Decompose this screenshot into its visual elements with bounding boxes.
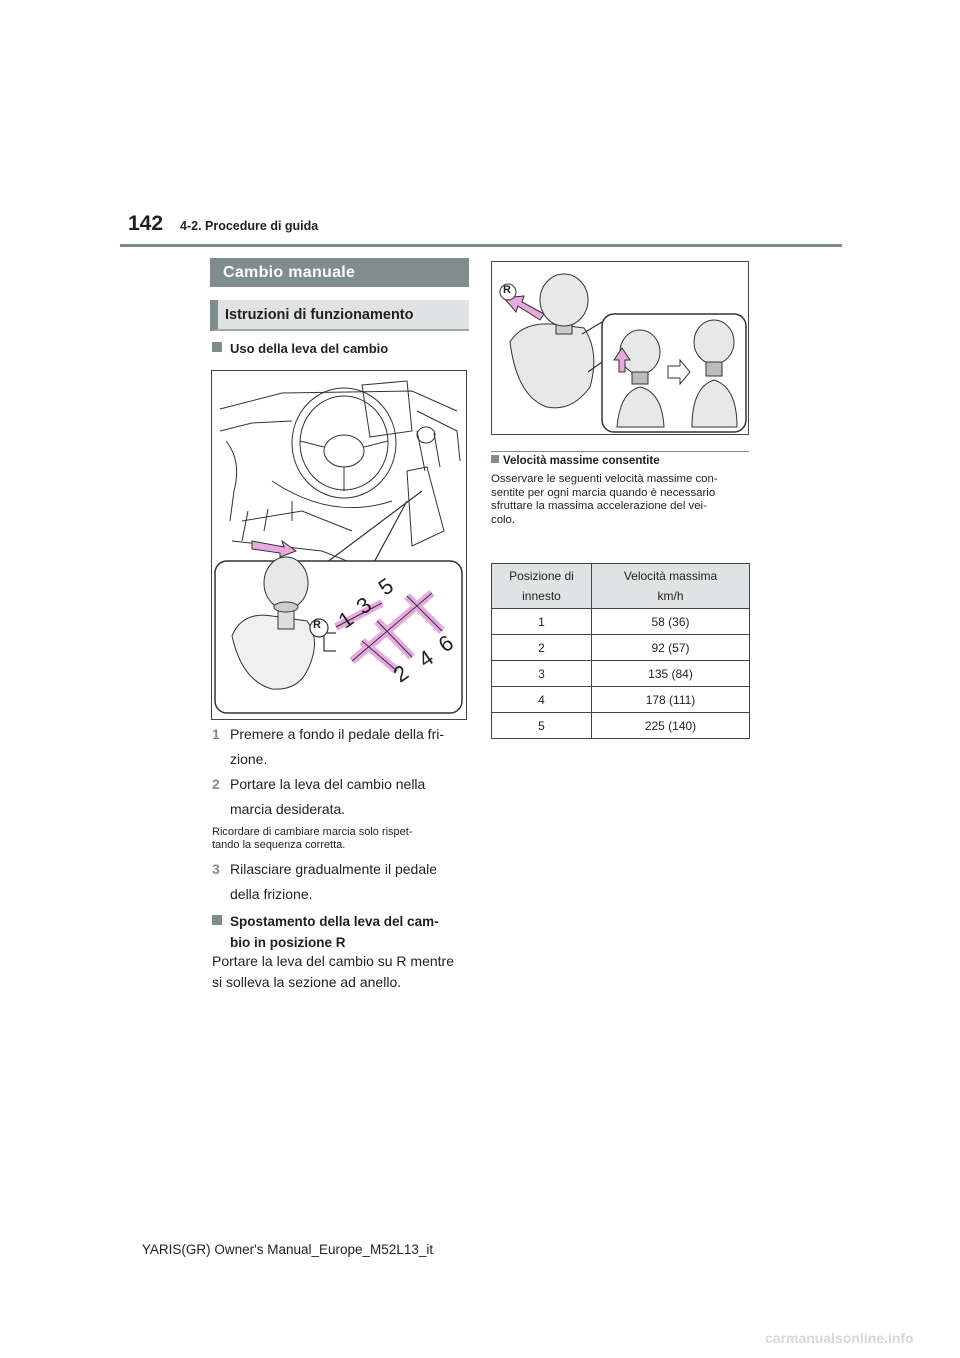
step-text: marcia desiderata. [230,801,346,817]
section-title: Cambio manuale [210,258,469,287]
paragraph-text: Osservare le seguenti velocità massime con- [491,473,718,485]
max-speed-table [491,563,750,739]
table-row [492,609,750,635]
subsection-title: Istruzioni di funzionamento [210,300,469,331]
speed-cell: 92 (57) [592,635,750,661]
paragraph-text: si solleva la sezione ad anello. [212,974,402,990]
table-row [492,713,750,739]
header-text: Velocità massima [623,569,718,583]
footer: YARIS(GR) Owner's Manual_Europe_M52L13_it [141,1242,434,1257]
header-text: innesto [522,589,561,603]
paragraph-text: Portare la leva del cambio su R mentre [212,953,454,969]
gear-label-4: 4 [413,644,439,673]
heading-text: Uso della leva del cambio [230,341,389,356]
step-text: Portare la leva del cambio nella [230,776,426,792]
step-number: 3 [212,861,220,877]
note [212,826,472,852]
step-text: Rilasciare gradualmente il pedale [230,861,438,877]
heading-reverse-position [212,911,474,953]
gear-label-r: R [313,619,321,631]
step-number: 2 [212,776,220,792]
square-bullet-icon [212,342,222,352]
section-rule [491,451,749,452]
note-text: tando la sequenza corretta. [212,839,346,851]
square-bullet-icon [212,915,222,925]
reverse-instructions [212,951,474,993]
reverse-ring-illustration [491,261,749,435]
gear-label-2: 2 [388,659,414,688]
note-text: Ricordare di cambiare marcia solo rispet- [212,826,413,838]
heading-max-speeds [491,455,660,467]
table-row [492,661,750,687]
paragraph-text: colo. [491,513,516,526]
gear-label-6: 6 [433,629,459,658]
heading-shift-lever-use [212,341,388,356]
speed-cell: 178 (111) [592,687,750,713]
column-header-gear [492,564,592,609]
table-row [492,635,750,661]
step-text: zione. [230,751,268,767]
step-1 [212,723,474,770]
square-bullet-icon [491,455,499,463]
gear-label-5: 5 [373,572,399,601]
header-text: Posizione di [509,569,574,583]
section-reference: 4-2. Procedure di guida [180,219,319,233]
gear-cell: 2 [492,635,592,661]
table-header-row [492,564,750,609]
gear-label-1: 1 [333,605,359,634]
step-2 [212,773,474,820]
table-row [492,687,750,713]
speed-cell: 135 (84) [592,661,750,687]
speed-cell: 225 (140) [592,713,750,739]
speed-cell: 58 (36) [592,609,750,635]
gear-cell: 3 [492,661,592,687]
gear-label-3: 3 [351,591,377,620]
gear-cell: 4 [492,687,592,713]
step-number: 1 [212,726,220,742]
paragraph-text: sentite per ogni marcia quando è necessario [491,486,716,499]
watermark: carmanualsonline.info [765,1330,914,1346]
header-rule [120,244,842,247]
paragraph-text: sfruttare la massima accelerazione del vei- [491,500,707,512]
column-header-speed [592,564,750,609]
step-text: Premere a fondo il pedale della fri- [230,726,445,742]
reverse-ring-drawing [492,262,748,434]
page-number: 142 [128,212,164,235]
shift-pattern-illustration [211,370,467,720]
heading-text: Velocità massime consentite [503,455,660,467]
step-text: della frizione. [230,886,313,902]
header-text: km/h [657,589,684,603]
heading-text: Spostamento della leva del cam- [230,914,439,929]
step-3 [212,858,474,905]
reverse-label: R [503,284,511,296]
heading-text: bio in posizione R [230,935,346,950]
gear-cell: 1 [492,609,592,635]
gear-cell: 5 [492,713,592,739]
max-speeds-description [491,473,750,527]
